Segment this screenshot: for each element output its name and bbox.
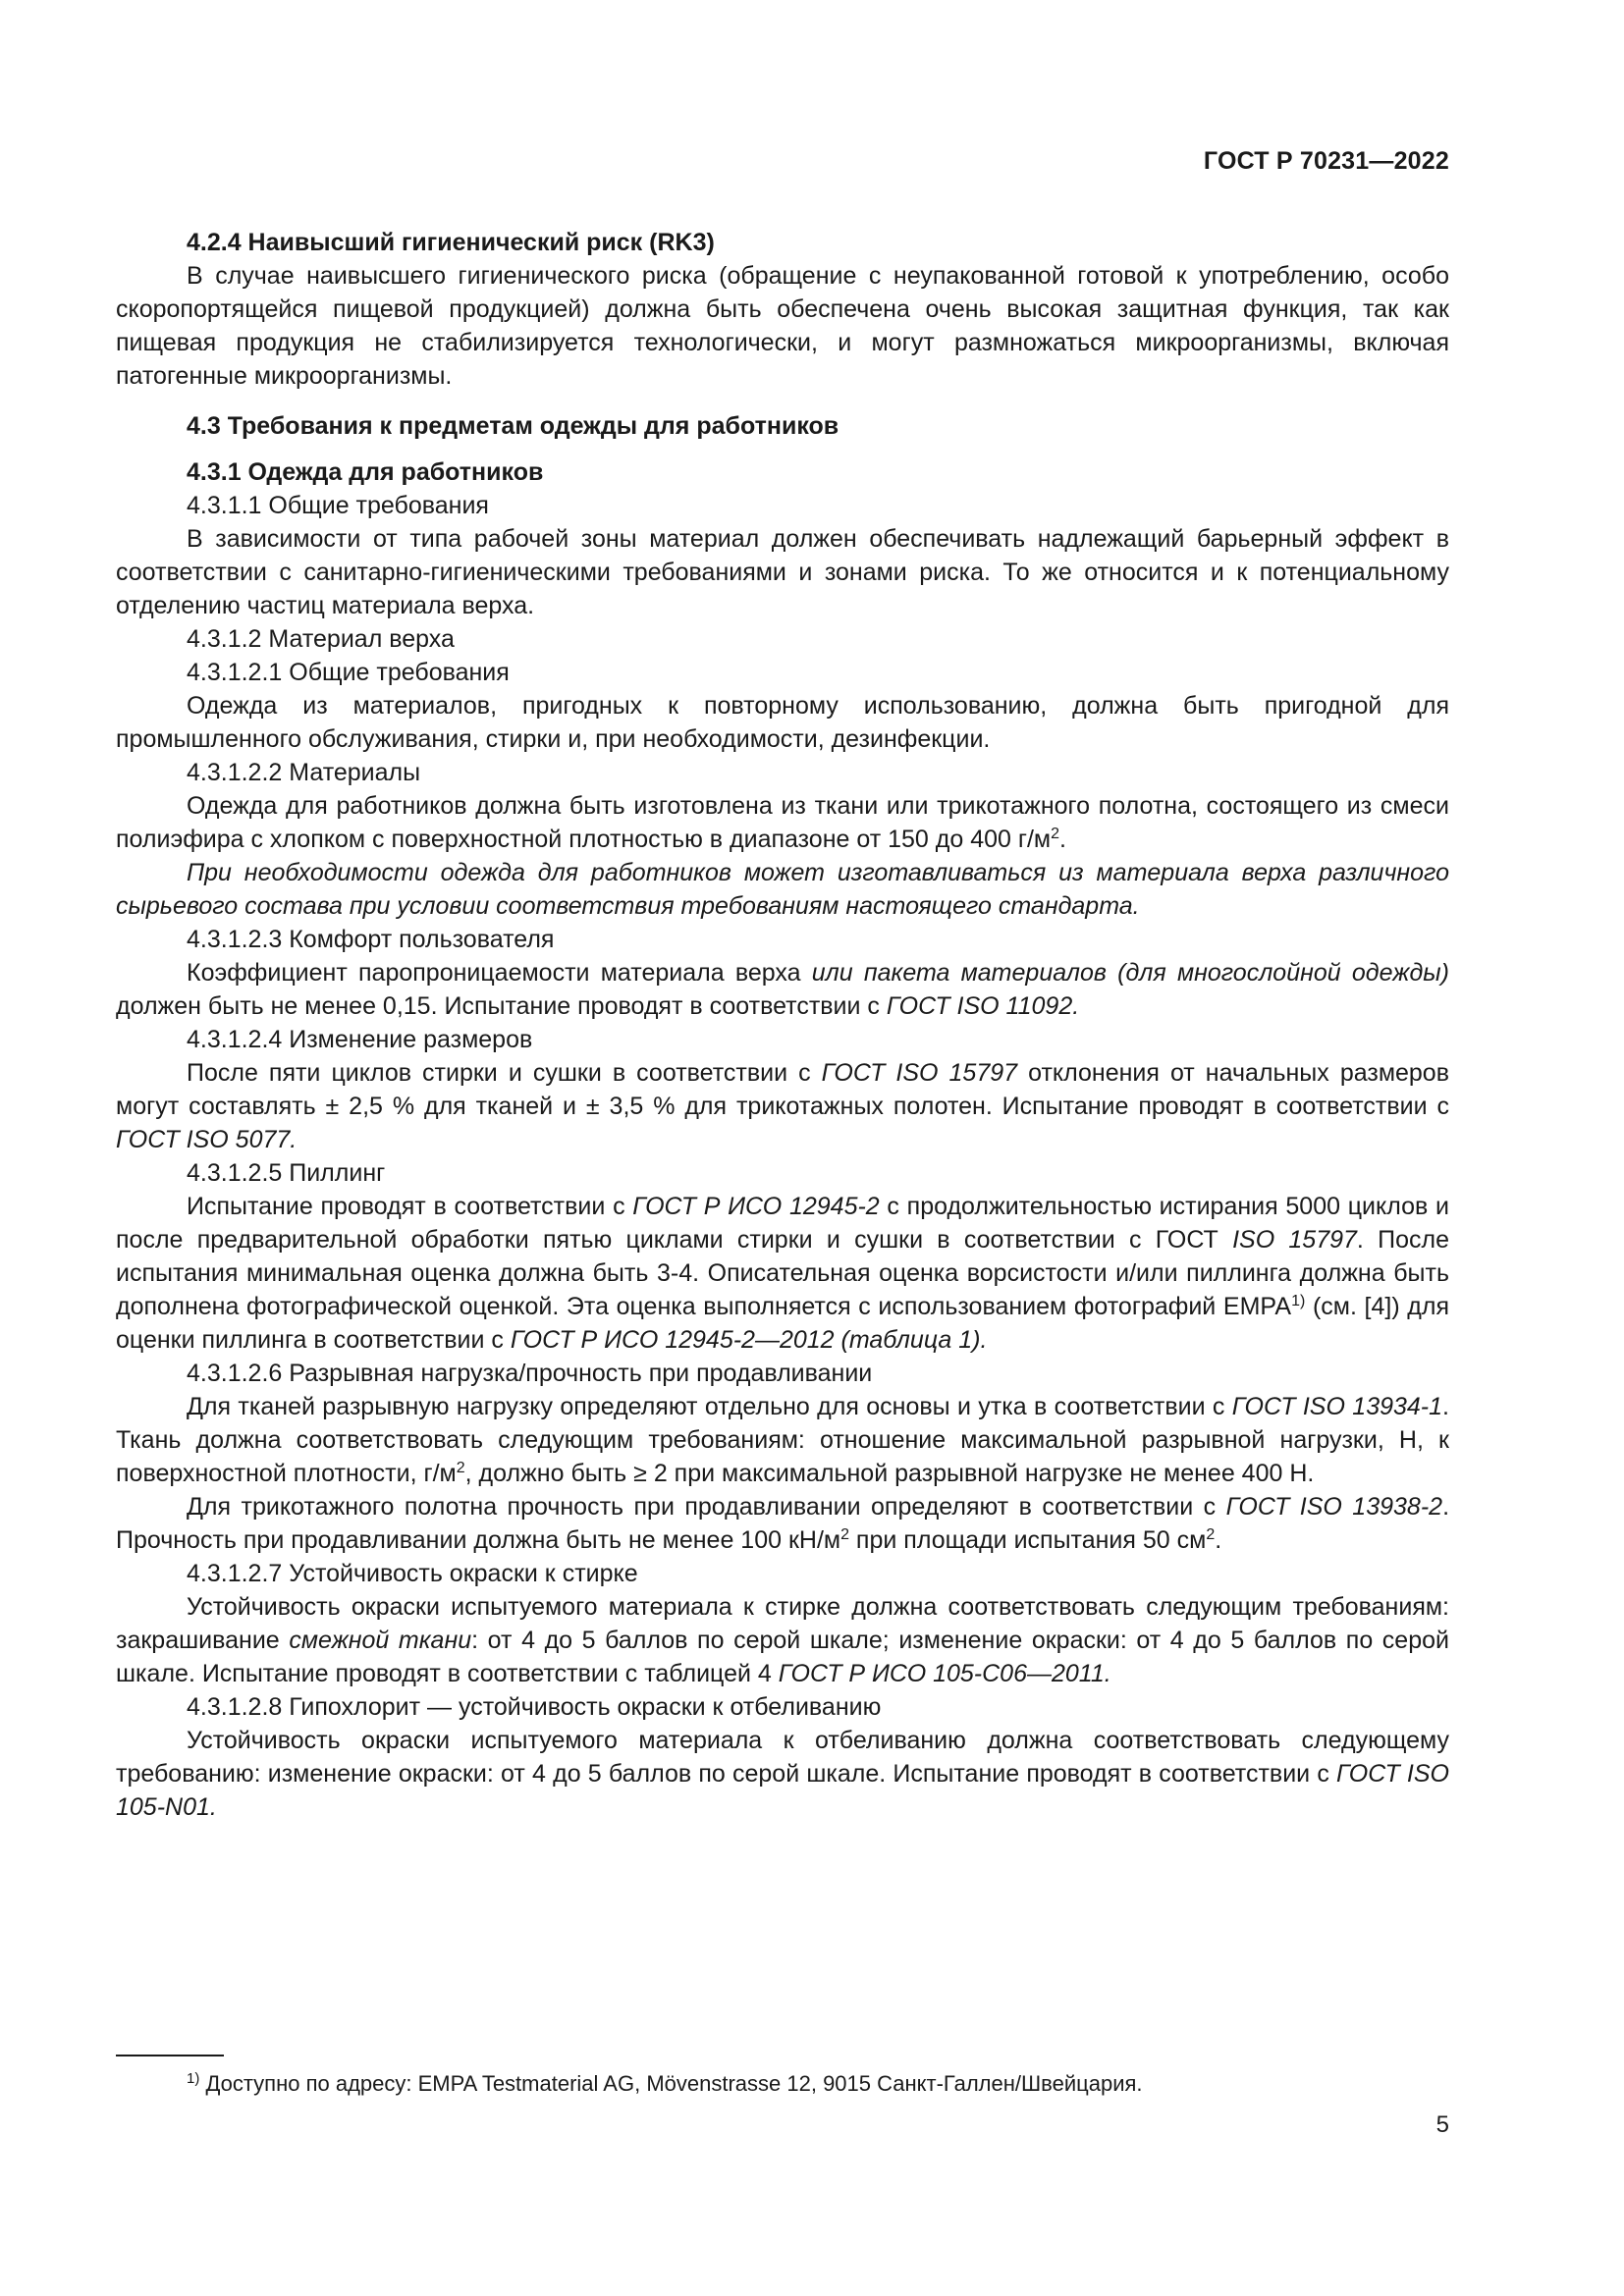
subheading-4-3-1-2-5: 4.3.1.2.5 Пиллинг xyxy=(187,1159,386,1187)
paragraph-4-2-4: В случае наивысшего гигиенического риска (обращение с неупакованной готовой к употреблению, особо скоропортящейся пищевой продукцией) должна быть обеспечена очень высокая защитная функция, так как пищевая продукция не стабилизируется технологически, и могут размножаться микроорганизмы, включая патогенные микроорганизмы. xyxy=(116,262,1449,390)
paragraph-4-3-1-2-6-b xyxy=(116,1490,1449,1557)
standard-reference: ГОСТ ISO 5077. xyxy=(116,1126,298,1153)
text-run: Испытание проводят в соответствии с xyxy=(187,1193,633,1220)
text-run: : от 4 до 5 баллов по серой шкале; изменение окраски: от 4 до 5 баллов по серой шкале. Испытание проводят в соответствии с таблицей 4 xyxy=(116,1627,1449,1687)
heading-4-3-1: 4.3.1 Одежда для работников xyxy=(187,458,544,486)
document-header: ГОСТ Р 70231—2022 xyxy=(1203,147,1449,175)
standard-reference: ГОСТ ISO 105-N01. xyxy=(116,1760,1449,1821)
standard-reference: ГОСТ ISO 15797 xyxy=(821,1059,1018,1087)
footnote-text: Доступно по адресу: EMPA Testmaterial AG, Mövenstrasse 12, 9015 Санкт-Галлен/Швейцария. xyxy=(199,2071,1143,2096)
text-run: Устойчивость окраски испытуемого материала к отбеливанию должна соответствовать следующему требованию: изменение окраски: от 4 до 5 баллов по серой шкале. Испытание проводят в соответствии с xyxy=(116,1727,1449,1788)
text-run: должен быть не менее 0,15. Испытание проводят в соответствии с xyxy=(116,992,887,1020)
standard-reference: ГОСТ Р ИСО 12945-2 xyxy=(632,1193,880,1220)
page-number: 5 xyxy=(1435,2111,1449,2138)
text-run: После пяти циклов стирки и сушки в соответствии с xyxy=(187,1059,822,1087)
standard-reference: ГОСТ ISO 11092. xyxy=(886,992,1080,1020)
text-run: отклонения от начальных размеров могут составлять ± 2,5 % для тканей и ± 3,5 % для трикотажных полотен. Испытание проводят в соответствии с xyxy=(116,1059,1449,1120)
paragraph-4-3-1-2-1: Одежда из материалов, пригодных к повторному использованию, должна быть пригодной для промышленного обслуживания, стирки и, при необходимости, дезинфекции. xyxy=(116,692,1449,753)
text-run: . xyxy=(1059,826,1066,853)
paragraph-4-3-1-2-6-a xyxy=(116,1390,1449,1490)
superscript: 2 xyxy=(456,1460,465,1476)
text-run: (см. [4]) для оценки пиллинга в соответствии с xyxy=(116,1293,1449,1354)
superscript: 2 xyxy=(1206,1526,1216,1543)
text-run: Для тканей разрывную нагрузку определяют отдельно для основы и утка в соответствии с xyxy=(187,1393,1232,1420)
paragraph-4-3-1-2-3 xyxy=(116,956,1449,1023)
superscript: 2 xyxy=(1051,826,1060,842)
subheading-4-3-1-2-3: 4.3.1.2.3 Комфорт пользователя xyxy=(187,926,555,953)
standard-reference: ГОСТ ISO 13934-1 xyxy=(1231,1393,1443,1420)
text-run: , должно быть ≥ 2 при максимальной разрывной нагрузке не менее 400 Н. xyxy=(464,1460,1315,1487)
text-run: Устойчивость окраски испытуемого материала к стирке должна соответствовать следующим требованиям: закрашивание xyxy=(116,1593,1449,1654)
footnote-mark: 1) xyxy=(1291,1293,1306,1309)
italic-run: смежной ткани xyxy=(289,1627,472,1654)
subheading-4-3-1-2-1: 4.3.1.2.1 Общие требования xyxy=(187,659,510,686)
standard-reference: ГОСТ Р ИСО 105-С06—2011. xyxy=(778,1660,1111,1687)
text-run: при площади испытания 50 см xyxy=(848,1526,1207,1554)
subheading-4-3-1-2-2: 4.3.1.2.2 Материалы xyxy=(187,759,421,786)
paragraph-4-3-1-2-2-b: При необходимости одежда для работников может изготавливаться из материала верха различного сырьевого состава при условии соответствия требованиям настоящего стандарта. xyxy=(116,859,1449,920)
subheading-4-3-1-2-8: 4.3.1.2.8 Гипохлорит — устойчивость окраски к отбеливанию xyxy=(187,1693,882,1721)
footnote-mark: 1) xyxy=(187,2070,200,2087)
subheading-4-3-1-2: 4.3.1.2 Материал верха xyxy=(187,625,455,653)
footnote xyxy=(187,2069,1453,2099)
paragraph-4-3-1-2-4 xyxy=(116,1056,1449,1156)
text-run: . xyxy=(1215,1526,1222,1554)
text-run: . После испытания минимальная оценка должна быть 3-4. Описательная оценка ворсистости и/или пиллинга должна быть дополнена фотографической оценкой. Эта оценка выполняется с использованием фотографий ЕМРА xyxy=(116,1226,1449,1320)
text-run: с продолжительностью истирания 5000 циклов и после предварительной обработки пятью циклами стирки и сушки в соответствии с ГОСТ xyxy=(116,1193,1449,1254)
paragraph-4-3-1-2-8 xyxy=(116,1724,1449,1824)
subheading-4-3-1-2-4: 4.3.1.2.4 Изменение размеров xyxy=(187,1026,533,1053)
paragraph-4-3-1-2-2-a xyxy=(116,789,1449,856)
text-run: . Прочность при продавливании должна быть не менее 100 кН/м xyxy=(116,1493,1450,1554)
standard-reference: ГОСТ Р ИСО 12945-2—2012 (таблица 1). xyxy=(510,1326,988,1354)
superscript: 2 xyxy=(840,1526,849,1543)
paragraph-4-3-1-2-5 xyxy=(116,1190,1449,1357)
document-body xyxy=(116,226,1449,1824)
subheading-4-3-1-2-7: 4.3.1.2.7 Устойчивость окраски к стирке xyxy=(187,1560,638,1587)
subheading-4-3-1-2-6: 4.3.1.2.6 Разрывная нагрузка/прочность при продавливании xyxy=(187,1360,873,1387)
heading-4-3: 4.3 Требования к предметам одежды для работников xyxy=(187,412,839,440)
text-run: . Ткань должна соответствовать следующим требованиям: отношение максимальной разрывной нагрузки, Н, к поверхностной плотности, г/м xyxy=(116,1393,1449,1487)
footnote-divider xyxy=(116,2055,224,2056)
text-run: Для трикотажного полотна прочность при продавливании определяют в соответствии с xyxy=(187,1493,1226,1521)
paragraph-4-3-1-1: В зависимости от типа рабочей зоны материал должен обеспечивать надлежащий барьерный эффект в соответствии с санитарно-гигиеническими требованиями и зонами риска. То же относится и к потенциальному отделению частиц материала верха. xyxy=(116,525,1449,619)
text-run: Одежда для работников должна быть изготовлена из ткани или трикотажного полотна, состоящего из смеси полиэфира с хлопком с поверхностной плотностью в диапазоне от 150 до 400 г/м xyxy=(116,792,1449,853)
subheading-4-3-1-1: 4.3.1.1 Общие требования xyxy=(187,492,489,519)
standard-reference: ISO 15797 xyxy=(1232,1226,1357,1254)
text-run: Коэффициент паропроницаемости материала верха xyxy=(187,959,812,987)
heading-4-2-4: 4.2.4 Наивысший гигиенический риск (RK3) xyxy=(187,229,715,256)
standard-reference: ГОСТ ISO 13938-2 xyxy=(1225,1493,1443,1521)
paragraph-4-3-1-2-7 xyxy=(116,1590,1449,1690)
italic-run: или пакета материалов (для многослойной одежды) xyxy=(811,959,1449,987)
